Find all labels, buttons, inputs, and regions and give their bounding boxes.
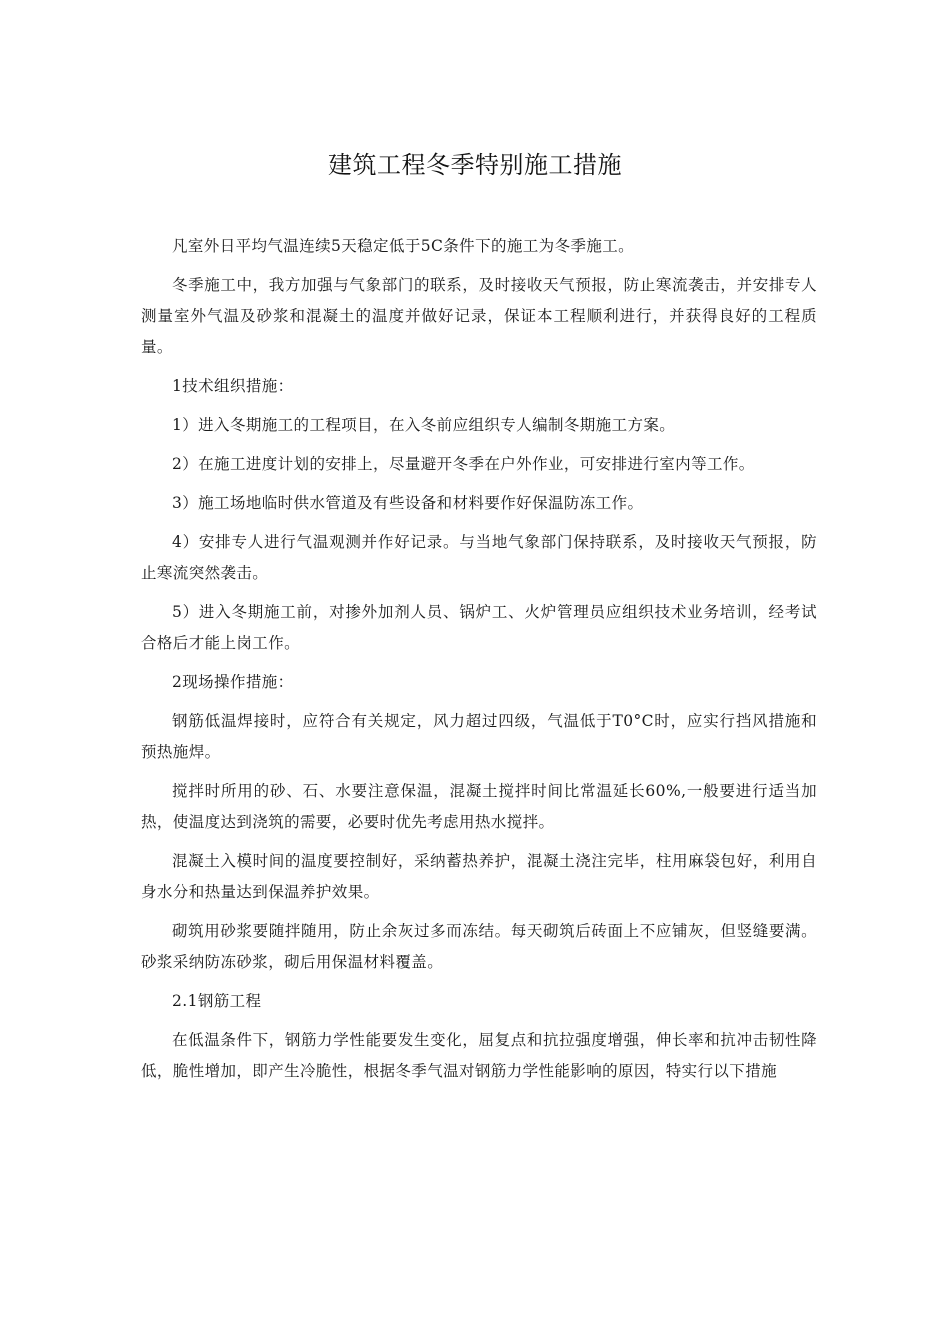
section-heading: 2现场操作措施： bbox=[172, 673, 294, 691]
paragraph: 砌筑用砂浆要随拌随用，防止余灰过多而冻结。每天砌筑后砖面上不应铺灰，但竖缝要满。砂浆采纳防冻砂浆，砌后用保温材料覆盖。 bbox=[141, 922, 817, 971]
list-item: 2）在施工进度计划的安排上，尽量避开冬季在户外作业，可安排进行室内等工作。 bbox=[172, 455, 755, 473]
paragraph: 搅拌时所用的砂、石、水要注意保温，混凝土搅拌时间比常温延长60%,一般要进行适当加热，使温度达到浇筑的需要，必要时优先考虑用热水搅拌。 bbox=[141, 782, 817, 831]
document-title: 建筑工程冬季特别施工措施 bbox=[328, 151, 622, 179]
document-body bbox=[141, 231, 817, 1095]
paragraph: 钢筋低温焊接时，应符合有关规定，风力超过四级，气温低于T0°C时，应实行挡风措施和预热施焊。 bbox=[141, 712, 817, 761]
list-item: 4）安排专人进行气温观测并作好记录。与当地气象部门保持联系，及时接收天气预报，防止寒流突然袭击。 bbox=[141, 533, 817, 582]
paragraph: 混凝土入模时间的温度要控制好，采纳蓄热养护，混凝土浇注完毕，柱用麻袋包好，利用自身水分和热量达到保温养护效果。 bbox=[141, 852, 817, 901]
paragraph: 凡室外日平均气温连续5天稳定低于5C条件下的施工为冬季施工。 bbox=[172, 237, 635, 255]
list-item: 1）进入冬期施工的工程项目，在入冬前应组织专人编制冬期施工方案。 bbox=[172, 416, 676, 434]
list-item: 3）施工场地临时供水管道及有些设备和材料要作好保温防冻工作。 bbox=[172, 494, 644, 512]
subsection-heading: 2.1钢筋工程 bbox=[172, 992, 262, 1010]
list-item: 5）进入冬期施工前，对掺外加剂人员、锅炉工、火炉管理员应组织技术业务培训，经考试合格后才能上岗工作。 bbox=[141, 603, 817, 652]
section-heading: 1技术组织措施： bbox=[172, 377, 294, 395]
paragraph: 冬季施工中，我方加强与气象部门的联系，及时接收天气预报，防止寒流袭击，并安排专人测量室外气温及砂浆和混凝土的温度并做好记录，保证本工程顺利进行，并获得良好的工程质量。 bbox=[141, 276, 817, 356]
paragraph: 在低温条件下，钢筋力学性能要发生变化，屈复点和抗拉强度增强，伸长率和抗冲击韧性降低，脆性增加，即产生冷脆性，根据冬季气温对钢筋力学性能影响的原因，特实行以下措施 bbox=[141, 1031, 817, 1080]
